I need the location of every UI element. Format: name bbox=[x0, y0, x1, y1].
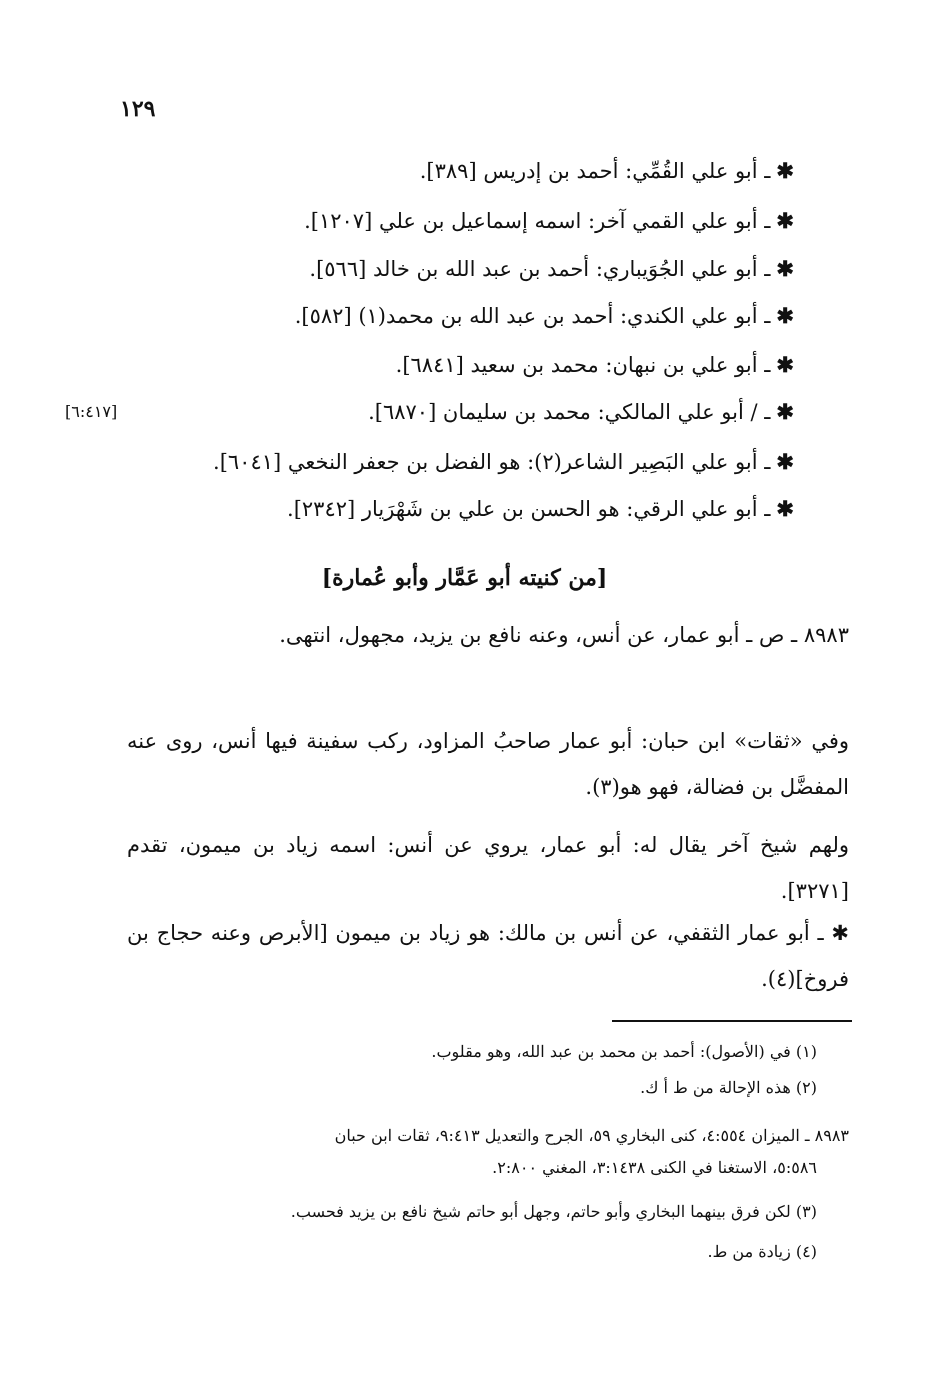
entry-line bbox=[368, 397, 794, 427]
footnote bbox=[107, 1036, 817, 1068]
footnote bbox=[107, 1196, 817, 1228]
footnote-number: (٤) bbox=[795, 1242, 817, 1261]
source-note-continuation: ٥:٥٨٦، الاستغنا في الكنى ٣:١٤٣٨، المغني ٢:٨٠٠. bbox=[492, 1158, 817, 1177]
paragraph: ٨٩٨٣ ـ ص ـ أبو عمار، عن أنس، وعنه نافع بن يزيد، مجهول، انتهى. bbox=[279, 623, 849, 647]
footnote-text: زيادة من ط. bbox=[707, 1242, 791, 1261]
asterisk-icon: ✱ bbox=[776, 352, 794, 377]
paragraph: ولهم شيخ آخر يقال له: أبو عمار، يروي عن أنس: اسمه زياد بن ميمون، تقدم [٣٢٧١]. bbox=[127, 833, 849, 903]
entry-line bbox=[304, 206, 794, 236]
footnote-text: في (الأصول): أحمد بن محمد بن عبد الله، وهو مقلوب. bbox=[431, 1042, 791, 1061]
entry-line bbox=[420, 156, 794, 186]
entry-line bbox=[295, 301, 794, 331]
footnote-text: لكن فرق بينهما البخاري وأبو حاتم، وجهل أبو حاتم شيخ نافع بن يزيد فحسب. bbox=[290, 1202, 791, 1221]
section-heading: [من كنيته أبو عَمَّار وأبو عُمارة] bbox=[321, 565, 608, 591]
asterisk-icon: ✱ bbox=[776, 399, 794, 424]
entry-line bbox=[287, 494, 794, 524]
entry-line bbox=[309, 254, 794, 284]
paragraph: ✱ ـ أبو عمار الثقفي، عن أنس بن مالك: هو زياد بن ميمون [الأبرص وعنه حجاج بن فروخ](٤). bbox=[127, 921, 849, 991]
footnote bbox=[107, 1236, 817, 1268]
footnote bbox=[107, 1072, 817, 1104]
entry-text: ـ أبو علي بن نبهان: محمد بن سعيد [٦٨٤١]. bbox=[395, 353, 771, 377]
entry-text: ـ أبو علي الجُوَيباري: أحمد بن عبد الله بن خالد [٥٦٦]. bbox=[309, 257, 771, 281]
paragraph: وفي «ثقات» ابن حبان: أبو عمار صاحبُ المزاود، ركب سفينة فيها أنس، روى عنه المفضَّل بن فضالة، فهو هو(٣). bbox=[127, 729, 849, 799]
source-note: ٨٩٨٣ ـ الميزان ٤:٥٥٤، كنى البخاري ٥٩، الجرح والتعديل ٩:٤١٣، ثقات ابن حبان bbox=[334, 1126, 849, 1145]
asterisk-icon: ✱ bbox=[776, 496, 794, 521]
asterisk-icon: ✱ bbox=[776, 158, 794, 183]
asterisk-icon: ✱ bbox=[776, 256, 794, 281]
entry-text: ـ أبو علي الرقي: هو الحسن بن علي بن شَهْرَيار [٢٣٤٢]. bbox=[287, 497, 771, 521]
entry-text: ـ / أبو علي المالكي: محمد بن سليمان [٦٨٧٠]. bbox=[368, 400, 771, 424]
footnote-number: (١) bbox=[795, 1042, 817, 1061]
entry-text: ـ أبو علي القمي آخر: اسمه إسماعيل بن علي [١٢٠٧]. bbox=[304, 209, 771, 233]
entry-text: ـ أبو علي القُمِّي: أحمد بن إدريس [٣٨٩]. bbox=[419, 159, 771, 183]
asterisk-icon: ✱ bbox=[776, 449, 794, 474]
footnote-number: (٢) bbox=[795, 1078, 817, 1097]
page-number: ١٢٩ bbox=[120, 96, 156, 122]
margin-reference: [٦:٤١٧] bbox=[65, 402, 118, 421]
asterisk-icon: ✱ bbox=[776, 208, 794, 233]
footnote-text: هذه الإحالة من ط أ ك. bbox=[640, 1078, 791, 1097]
entry-line bbox=[213, 447, 794, 477]
asterisk-icon: ✱ bbox=[776, 303, 794, 328]
entry-text: ـ أبو علي الكندي: أحمد بن عبد الله بن محمد(١) [٥٨٢]. bbox=[294, 304, 771, 328]
entry-line bbox=[396, 350, 794, 380]
footnote-divider bbox=[612, 1020, 852, 1022]
entry-text: ـ أبو علي البَصِير الشاعر(٢): هو الفضل بن جعفر النخعي [٦٠٤١]. bbox=[213, 450, 771, 474]
footnote-number: (٣) bbox=[795, 1202, 817, 1221]
